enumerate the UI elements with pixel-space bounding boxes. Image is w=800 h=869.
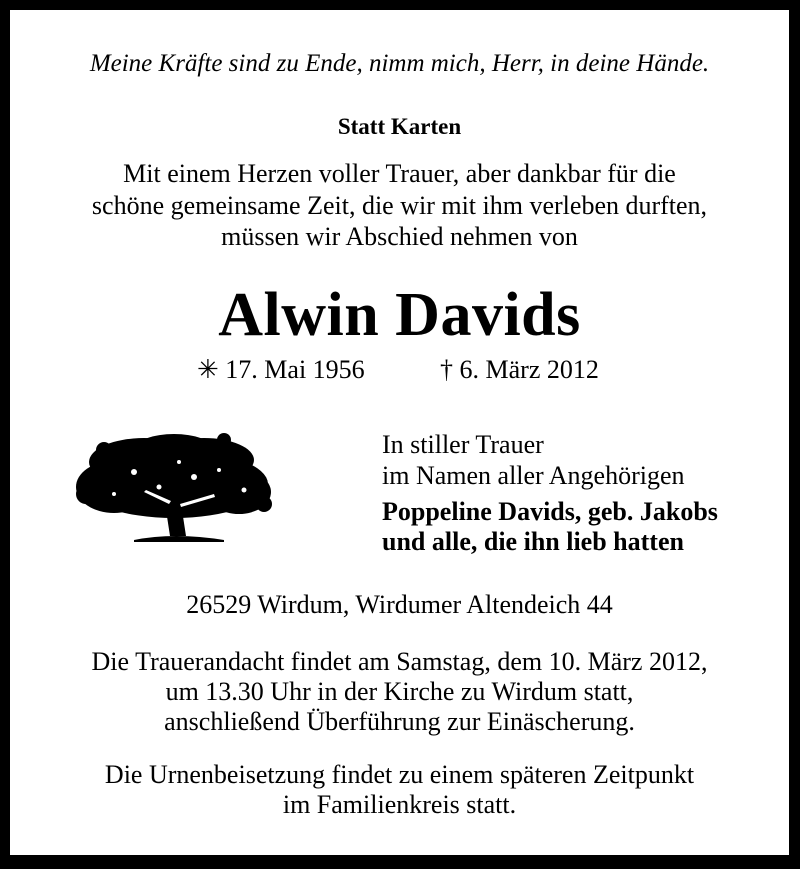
mourners-line-1: In stiller Trauer (382, 430, 544, 459)
birth-date: ✳ 17. Mai 1956 (197, 355, 365, 384)
intro-line-2: schöne gemeinsame Zeit, die wir mit ihm verleben durften, (91, 191, 708, 220)
mourners-name-2: und alle, die ihn lieb hatten (382, 527, 684, 556)
heading: Statt Karten (337, 114, 462, 139)
deceased-name: Alwin Davids (218, 281, 581, 349)
obituary-card (10, 10, 789, 855)
service-line-3: anschließend Überführung zur Einäscherung. (164, 707, 635, 736)
death-date: † 6. März 2012 (440, 355, 599, 384)
burial-line-1: Die Urnenbeisetzung findet zu einem späteren Zeitpunkt (104, 760, 695, 789)
address: 26529 Wirdum, Wirdumer Altendeich 44 (186, 590, 613, 619)
mourners-line-2: im Namen aller Angehörigen (382, 461, 685, 490)
service-line-2: um 13.30 Uhr in der Kirche zu Wirdum statt, (165, 677, 634, 706)
intro-line-1: Mit einem Herzen voller Trauer, aber dankbar für die (123, 159, 676, 188)
motto: Meine Kräfte sind zu Ende, nimm mich, Herr, in deine Hände. (89, 50, 710, 77)
intro-line-3: müssen wir Abschied nehmen von (221, 222, 578, 251)
mourners-name-1: Poppeline Davids, geb. Jakobs (382, 497, 718, 526)
tree-icon (74, 432, 274, 544)
burial-line-2: im Familienkreis statt. (282, 790, 517, 819)
service-line-1: Die Trauerandacht findet am Samstag, dem 10. März 2012, (91, 647, 708, 676)
